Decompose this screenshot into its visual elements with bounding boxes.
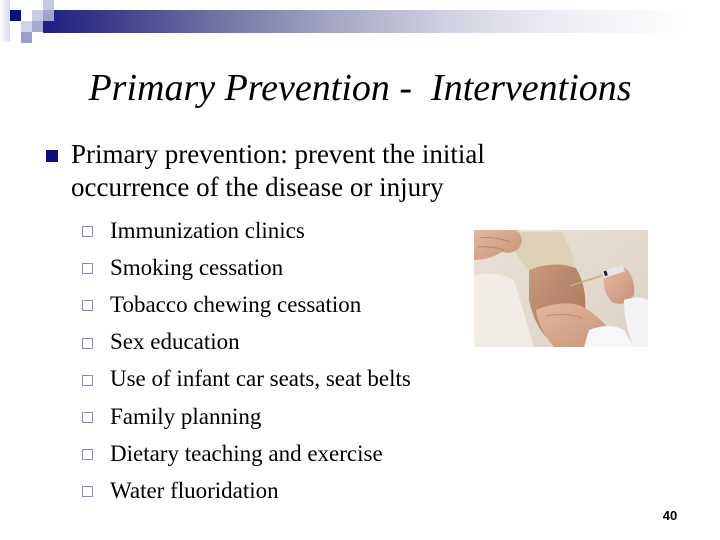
sub-bullet-text: Tobacco chewing cessation: [110, 291, 362, 317]
sub-bullet-item: [82, 435, 482, 472]
hollow-square-bullet-icon: [82, 263, 93, 274]
hollow-square-bullet-icon: [82, 449, 93, 460]
header-decoration-square: [21, 21, 32, 32]
filled-square-bullet-icon: [46, 150, 58, 162]
sub-bullet-text: Water fluoridation: [110, 477, 279, 503]
hollow-square-bullet-icon: [82, 375, 93, 386]
sub-bullet-item: [82, 472, 482, 509]
header-decoration-square: [43, 10, 54, 21]
sub-bullet-item: [82, 249, 482, 286]
header-decoration-square: [32, 21, 43, 32]
sub-bullet-item: [82, 361, 482, 398]
header-gradient-bar: [43, 10, 683, 33]
hollow-square-bullet-icon: [82, 300, 93, 311]
sub-bullet-item: [82, 324, 482, 361]
sub-bullet-item: [82, 398, 482, 435]
hollow-square-bullet-icon: [82, 338, 93, 349]
main-bullet-text: Primary prevention: prevent the initial occurrence of the disease or injury: [71, 139, 485, 202]
sub-bullet-text: Dietary teaching and exercise: [110, 440, 383, 466]
header-decoration-strip: [0, 0, 10, 42]
page-number: 40: [662, 508, 678, 523]
injection-photo-illustration: [474, 230, 648, 347]
sub-bullet-text: Family planning: [110, 403, 262, 429]
sub-bullet-text: Smoking cessation: [110, 254, 284, 280]
header-decoration-square: [10, 10, 21, 21]
hollow-square-bullet-icon: [82, 412, 93, 423]
sub-bullet-list: [82, 212, 482, 510]
sub-bullet-text: Sex education: [110, 329, 240, 355]
hollow-square-bullet-icon: [82, 226, 93, 237]
sub-bullet-item: [82, 286, 482, 323]
sub-bullet-item: [82, 212, 482, 249]
header-decoration-square: [32, 10, 43, 21]
hollow-square-bullet-icon: [82, 486, 93, 497]
header-decoration-square: [21, 32, 32, 43]
sub-bullet-text: Use of infant car seats, seat belts: [110, 366, 411, 392]
slide-title: Primary Prevention - Interventions: [88, 67, 632, 109]
sub-bullet-text: Immunization clinics: [110, 217, 305, 243]
injection-photo: [474, 230, 648, 347]
